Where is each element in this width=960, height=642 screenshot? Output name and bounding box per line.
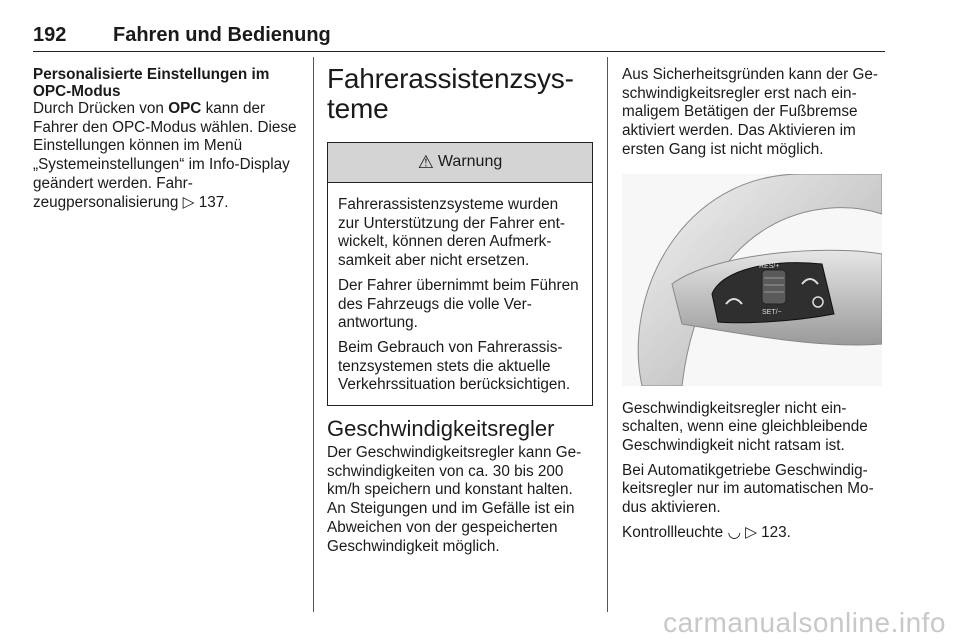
warning-box — [327, 142, 593, 406]
warning-label: Warnung — [437, 153, 503, 171]
warning-header — [328, 143, 592, 183]
chapter-title: Fahren und Bedienung — [113, 24, 331, 46]
page-ref-arrow-icon: ▷ — [745, 523, 757, 541]
page-header — [33, 24, 885, 52]
opc-paragraph — [33, 100, 305, 212]
opc-keyword: OPC — [168, 100, 202, 117]
text-span: Kontrollleuchte — [622, 523, 728, 541]
page-ref-arrow-icon: ▷ — [182, 193, 195, 211]
text-span: Durch Drücken von — [33, 100, 169, 117]
warning-triangle-icon: ⚠ — [417, 152, 434, 173]
column-divider-1 — [313, 57, 314, 612]
caution-paragraph: Geschwindigkeitsregler nicht einschalten, wenn eine gleichbleibende Geschwindigkeit nicht ratsam ist. — [622, 399, 868, 454]
column-divider-2 — [607, 57, 608, 612]
section-title-fahrerassistenzsysteme: Fahrerassistenzsysteme — [327, 63, 574, 124]
warning-paragraph: Beim Gebrauch von Fahrerassistenzsystemen stets die aktuelle Verkehrssituation berücksichtigen. — [338, 338, 571, 394]
watermark: carmanualsonline.info — [663, 607, 946, 638]
automatic-gearbox-paragraph: Bei Automatikgetriebe Geschwindigkeitsregler nur im automatischen Modus aktivieren. — [622, 461, 874, 517]
section-title-geschwindigkeitsregler: Geschwindigkeitsregler — [327, 416, 555, 442]
warning-paragraph: Der Fahrer übernimmt beim Führen des Fahrzeugs die volle Verantwortung. — [338, 276, 579, 332]
column-left — [33, 66, 305, 218]
column-middle — [327, 63, 593, 562]
cruise-control-intro: Der Geschwindigkeitsregler kann Geschwindigkeiten von ca. 30 bis 200 km/h speichern und konstant halten. An Steigungen und im Gefälle ist ein Abweichen von der gespeicherten Geschwindigkeit möglich. — [327, 444, 582, 555]
set-label: SET/− — [762, 308, 782, 316]
column-right — [622, 66, 886, 548]
section-heading-opc: Personalisierte Einstellungen im OPC-Modus — [33, 66, 270, 100]
cruise-control-icon: ◡ — [727, 523, 741, 541]
res-label: RES/+ — [759, 262, 780, 270]
warning-paragraph: Fahrerassistenzsysteme wurden zur Unterstützung der Fahrer entwickelt, können deren Aufmerksamkeit aber nicht ersetzen. — [338, 196, 566, 270]
page-ref-number: 137. — [198, 193, 229, 211]
warning-body — [328, 183, 592, 405]
steering-wheel-illustration — [622, 174, 882, 386]
steering-wheel-photo — [622, 174, 882, 386]
safety-paragraph: Aus Sicherheitsgründen kann der Geschwindigkeitsregler erst nach einmaligem Betätigen der Fußbremse aktiviert werden. Das Aktivieren im ersten Gang ist nicht möglich. — [622, 66, 878, 158]
text-span: kann der Fahrer den OPC-Modus wählen. Diese Einstellungen können im Menü „Systemeinstellungen“ im Info-Display geändert werden. Fahrzeugpersonalisierung — [33, 100, 297, 211]
page-ref-number: 123. — [761, 523, 791, 541]
page-number: 192 — [33, 24, 67, 46]
control-light-paragraph — [622, 524, 886, 543]
